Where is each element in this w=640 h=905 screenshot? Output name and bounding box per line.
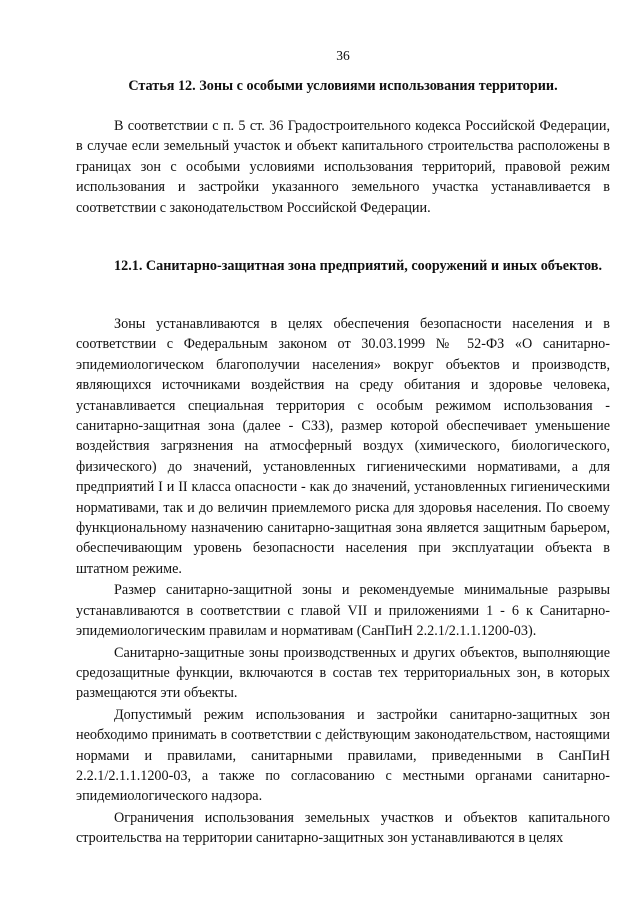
body-text [76, 314, 610, 849]
section-heading: 12.1. Санитарно-защитная зона предприятий, сооружений и иных объектов. [114, 258, 602, 274]
paragraph: Допустимый режим использования и застройки санитарно-защитных зон необходимо принимать в соответствии с действующим законодательством, настоящими нормами и правилами, санитарными правилами, приведенными в СанПиН 2.2.1/2.1.1.1200-03, а также по согласованию с местными органами санитарно-эпидемиологического надзора. [76, 706, 610, 805]
document-page [76, 0, 610, 905]
paragraph: Размер санитарно-защитной зоны и рекомендуемые минимальные разрывы устанавливаются в соответствии с главой VII и приложениями 1 - 6 к Санитарно-эпидемиологическим правилам и нормативам (СанПиН 2.2.1/2.1.1.1200-03). [76, 582, 610, 640]
intro-paragraph: В соответствии с п. 5 ст. 36 Градостроительного кодекса Российской Федерации, в случае если земельный участок и объект капитального строительства расположены в границах зон с особыми условиями использования территорий, правовой режим использования и застройки указанного земельного участка устанавливается в соответствии с законодательством Российской Федерации. [76, 118, 610, 216]
paragraph: Ограничения использования земельных участков и объектов капитального строительства на территории санитарно-защитных зон устанавливаются в целях [76, 809, 610, 847]
paragraph: Зоны устанавливаются в целях обеспечения безопасности населения и в соответствии с Федеральным законом от 30.03.1999 № 52-ФЗ «О санитарно-эпидемиологическом благополучии населения» вокруг объектов и производств, являющихся источниками воздействия на среду обитания и здоровье человека, устанавливается специальная территория с особым режимом использования - санитарно-защитная зона (далее - СЗЗ), размер которой обеспечивает уменьшение воздействия загрязнения на атмосферный воздух (химического, биологического, физического) до значений, установленных гигиеническими нормативами, а для предприятий I и II класса опасности - как до значений, установленных гигиеническими нормативами, так и до величин приемлемого риска для здоровья населения. По своему функциональному назначению санитарно-защитная зона является защитным барьером, обеспечивающим уровень безопасности населения при эксплуатации объекта в штатном режиме. [76, 316, 610, 577]
intro-block [76, 116, 610, 218]
page-number: 36 [336, 48, 350, 63]
article-title: Статья 12. Зоны с особыми условиями использования территории. [128, 78, 558, 94]
paragraph: Санитарно-защитные зоны производственных и других объектов, выполняющие средозащитные функции, включаются в состав тех территориальных зон, в которых размещаются эти объекты. [76, 644, 610, 702]
